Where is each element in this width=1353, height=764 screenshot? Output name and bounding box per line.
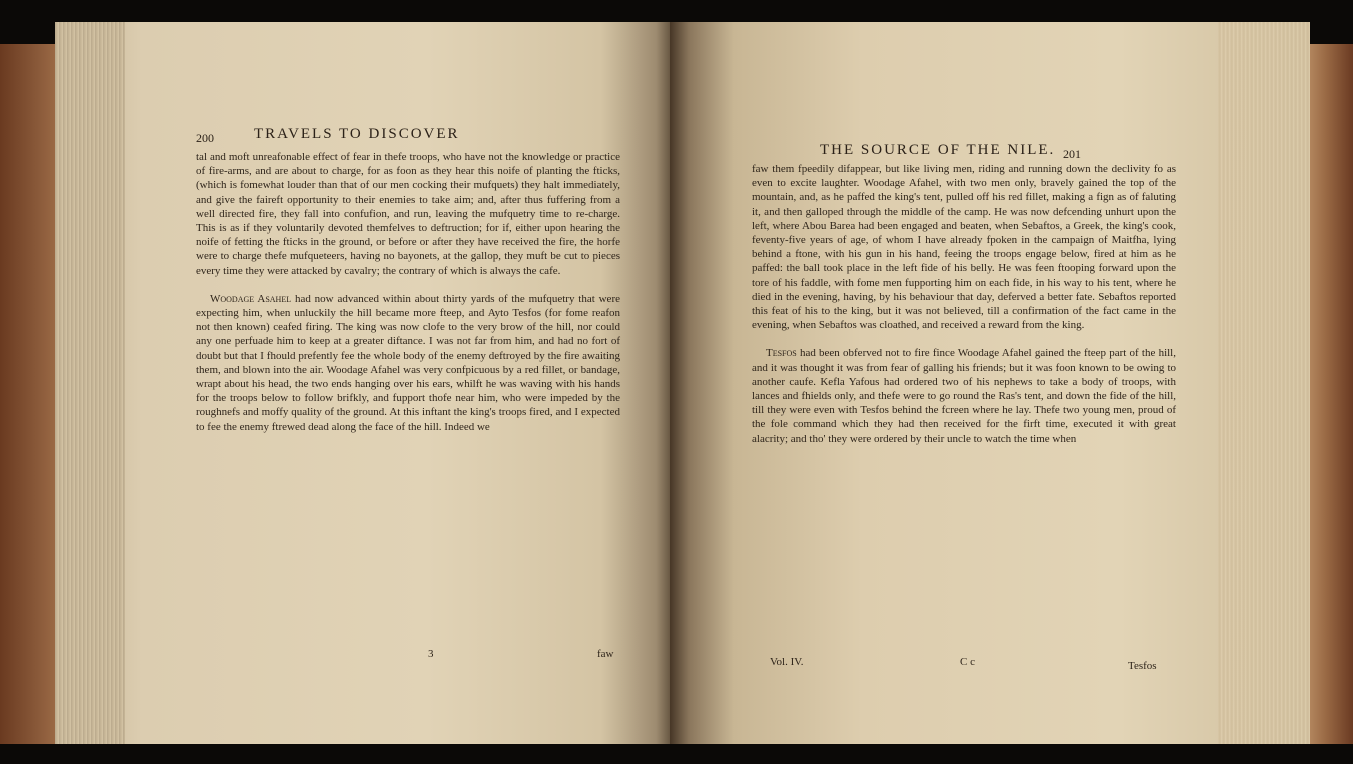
left-paragraph-2-body: had now advanced within about thirty yards of the mufquetry that were expecting him, when unluckily the hill became more fteep, and Ayto Tesfos (for fome reafon not then known) ceafed firing. The king was now clofe to the very brow of the hill, nor could any one perfuade him to keep at a greater diftance. I was not far from him, and had no fort of doubt but that I fhould prefently fee the whole body of the enemy deftroyed by the fire awaiting them, and blown into the air. Woodage Afahel was very confpicuous by a red fillet, or bandage, wrapt about his head, the two ends hanging over his ears, whilft he was waving with his hands for the troops below to follow brifkly, and fupport thofe near him, who were impeded by the roughnefs and moffy quality of the ground. At this inftant the king's troops fired, and I expected to fee the enemy ftrewed dead along the face of the hill. Indeed we: [196, 292, 620, 433]
left-body-text: [196, 150, 620, 434]
right-volume-label: Vol. IV.: [770, 656, 804, 668]
left-paragraph-2-lead: Woodage Asahel: [210, 292, 292, 305]
left-page-number: 200: [196, 131, 214, 145]
left-paragraph-1: tal and moft unreafonable effect of fear in thefe troops, who have not the knowledge or practice of fire-arms, and are about to charge, for as foon as they hear this noife of planting the fticks, (which is fomewhat louder than that of our men cocking their mufquets) they halt immediately, and give the faireft opportunity to their enemies to take aim; and, after thus fuffering from a well directed fire, they fall into confufion, and run, leaving the mufquetry time to re-charge. This is as if they voluntarily devoted themfelves to deftruction; for if, either upon hearing the noife of fetting the fticks in the ground, or before or after they have received the fire, the horfe were to charge thefe mufqueteers, having no bayonets, at the gallop, they muft be cut to pieces every time they were attacked by cavalry; the contrary of which is always the cafe.: [196, 151, 620, 277]
right-paragraph-1: faw them fpeedily difappear, but like living men, riding and running down the declivity fo as even to excite laughter. Woodage Afahel, with two men only, bravely gained the top of the mountain, and, as he paffed the king's tent, pulled off his red fillet, making a fign as of faluting it, and then galloped through the middle of the camp. He was now defcending unhurt upon the left, where Abou Barea had been engaged and beaten, when Sebaftos, a Greek, the king's cook, feventy-five years of age, of whom I have already fpoken in the campaign of Maitfha, lying behind a ftone, with his gun in his hand, feeing the troops engage below, fired at him as he paffed: the ball took place in the left fide of his belly. He was feen ftooping forward upon the tore of his faddle, with fome men fupporting him on each fide, in his way to his tent, where he died in the evening, having, by his behaviour that day, deferved a better fate. Sebaftos reported this feat of his to the king, but it was not believed, till a confirmation of the fact came in the evening, when Sebaftos was cloathed, and received a reward from the king.: [752, 163, 1176, 332]
right-paragraph-2-lead: Tesfos: [766, 347, 797, 360]
left-signature-mark: 3: [428, 648, 434, 660]
left-running-head: TRAVELS TO DISCOVER: [254, 126, 460, 142]
right-body-text: [752, 162, 1176, 446]
right-signature-mark: C c: [960, 656, 975, 668]
right-running-head: THE SOURCE OF THE NILE.: [820, 142, 1056, 158]
right-paragraph-2-body: had been obferved not to fire fince Woodage Afahel gained the fteep part of the hill, and it was thought it was from fear of galling his friends; but it was foon known to be owing to another caufe. Kefla Yafous had ordered two of his nephews to take a body of troops, with lances and fhields only, and thefe were to go round the Ras's tent, and down the fide of the hill, till they were even with Tesfos behind the fcreen where he lay. Thefe two young men, proud of the fole command which they had then received for the firft time, executed it with great alacrity; and tho' they were ordered by their uncle to watch the time when: [752, 347, 1176, 445]
right-paragraph-2: [752, 346, 1176, 445]
right-catchword: Tesfos: [1128, 660, 1157, 672]
left-page-edges: [55, 22, 125, 744]
right-page-edges: [1218, 22, 1310, 744]
left-paragraph-2: [196, 292, 620, 434]
left-catchword: faw: [597, 648, 614, 660]
right-page-number: 201: [1063, 147, 1081, 161]
